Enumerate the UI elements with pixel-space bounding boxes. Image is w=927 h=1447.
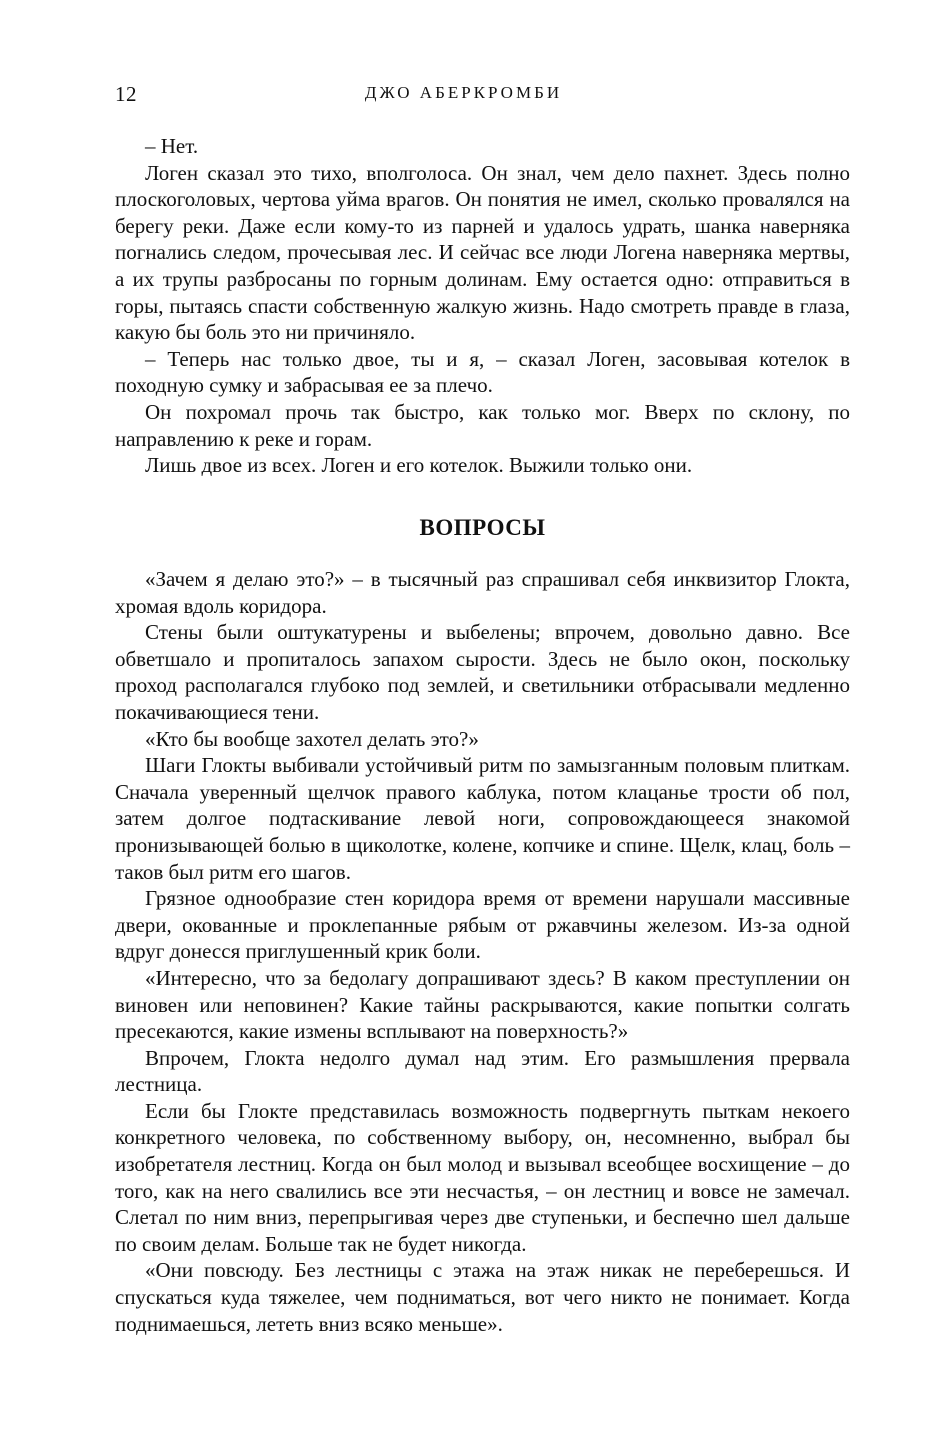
paragraph: «Зачем я делаю это?» – в тысячный раз спрашивал себя инквизитор Глокта, хромая вдоль коридора. <box>115 567 850 618</box>
paragraph: Лишь двое из всех. Логен и его котелок. Выжили только они. <box>145 453 693 478</box>
paragraph: Впрочем, Глокта недолго думал над этим. Его размышления прервала лестница. <box>115 1045 850 1097</box>
paragraph: Стены были оштукатурены и выбелены; впрочем, довольно давно. Все обветшало и пропиталось запахом сырости. Здесь не было окон, поскольку проход располагался глубоко под землей, и светильники отбрасывали медленно покачивающиеся тени. <box>115 620 850 724</box>
paragraph: – Теперь нас только двое, ты и я, – сказал Логен, засовывая котелок в походную сумку и забрасывая ее за плечо. <box>115 346 850 398</box>
paragraph: Логен сказал это тихо, вполголоса. Он знал, чем дело пахнет. Здесь полно плоскоголовых, чертова уйма врагов. Он понятия не имел, сколько провалялся на берегу реки. Даже если кому-то из парней и удалось удрать, шанка наверняка погнались следом, прочесывая лес. И сейчас все люди Логена наверняка мертвы, а их трупы разбросаны по горным долинам. Ему остается одно: отправиться в горы, пытаясь спасти собственную жалкую жизнь. Надо смотреть правде в глаза, какую бы боль это ни причиняло. <box>115 160 850 345</box>
page-header <box>115 82 812 112</box>
paragraph: Шаги Глокты выбивали устойчивый ритм по замызганным половым плиткам. Сначала уверенный щелчок правого каблука, потом клацанье трости об пол, затем долгое подтаскивание левой ноги, сопровождающееся знакомой пронизывающей болью в щиколотке, колене, копчике и спине. Щелк, клац, боль – таков был ритм его шагов. <box>115 753 850 884</box>
paragraph: Он похромал прочь так быстро, как только мог. Вверх по склону, по направлению к реке и горам. <box>115 399 850 451</box>
paragraph: Если бы Глокте представилась возможность подвергнуть пыткам некоего конкретного человека, по собственному выбору, он, несомненно, выбрал бы изобретателя лестниц. Когда он был молод и вызывал всеобщее восхищение – до того, как на него свалились все эти несчастья, – он лестниц и вовсе не замечал. Слетал по ним вниз, перепрыгивая через две ступеньки, и беспечно шел дальше по своим делам. Больше так не будет никогда. <box>115 1098 850 1256</box>
paragraph: «Они повсюду. Без лестницы с этажа на этаж никак не переберешься. И спускаться куда тяжелее, чем подниматься, вот чего никто не понимает. Когда поднимаешься, лететь вниз всяко меньше». <box>115 1258 850 1336</box>
text-block-before-heading <box>115 133 850 479</box>
running-head-author: ДЖО АБЕРКРОМБИ <box>364 83 563 102</box>
paragraph: «Кто бы вообще захотел делать это?» <box>145 726 479 751</box>
paragraph: – Нет. <box>145 134 199 158</box>
paragraph: «Интересно, что за бедолагу допрашивают здесь? В каком преступлении он виновен или неповинен? Какие тайны раскрываются, какие попытки солгать пресекаются, какие измены всплывают на поверхность?» <box>115 965 850 1044</box>
text-block-main <box>115 566 850 1337</box>
paragraph: Грязное однообразие стен коридора время от времени нарушали массивные двери, окованные и проклепанные рябым от ржавчины железом. Из-за одной вдруг донесся приглушенный крик боли. <box>115 886 850 964</box>
page-number: 12 <box>115 82 137 106</box>
section-heading: ВОПРОСЫ <box>419 515 546 540</box>
